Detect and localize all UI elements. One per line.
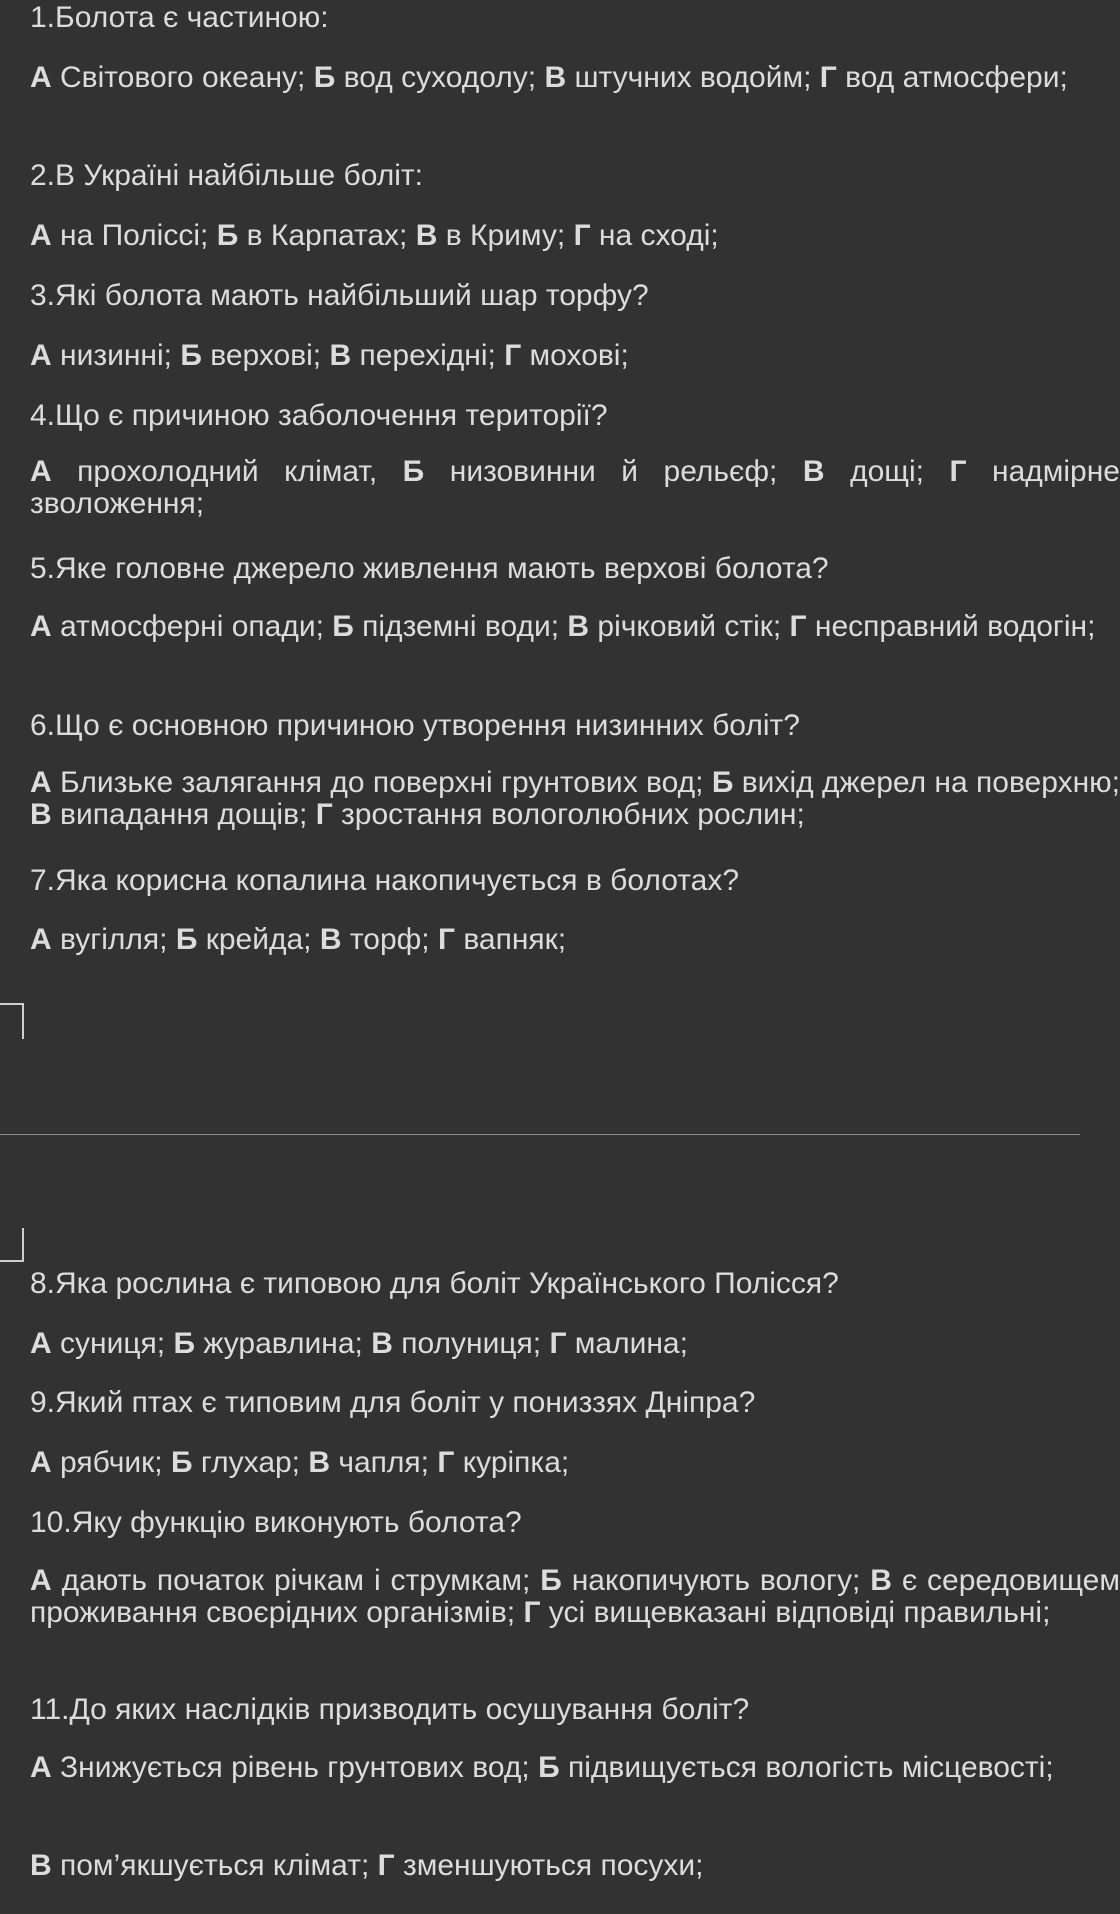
option-text: атмосферні опади;	[51, 610, 333, 643]
option-letter: Б	[538, 1751, 560, 1784]
option-letter: А	[30, 339, 52, 372]
option-text: вапняк;	[455, 923, 567, 956]
option-letter: В	[870, 1564, 892, 1597]
option-letter: Б	[173, 1327, 195, 1360]
option-letter: Г	[573, 219, 591, 252]
option-text: полуниця;	[392, 1327, 550, 1360]
option-letter: Б	[313, 61, 336, 94]
option-text: глухар;	[192, 1446, 309, 1479]
option-text: в Карпатах;	[238, 219, 416, 252]
option-text: торф;	[341, 923, 438, 956]
option-text: вод суходолу;	[335, 61, 545, 94]
question-9: 9.Який птах є типовим для боліт у пониззях Дніпра?	[30, 1386, 756, 1419]
option-text: на Поліссі;	[51, 219, 217, 252]
option-letter: Г	[789, 610, 807, 643]
option-letter: А	[30, 1564, 52, 1597]
option-text: річковий стік;	[589, 610, 790, 643]
option-text: рябчик;	[51, 1446, 171, 1479]
option-letter: А	[30, 766, 52, 799]
option-text: несправний водогін;	[806, 610, 1096, 643]
option-letter: В	[30, 1849, 52, 1882]
option-letter: Г	[437, 923, 455, 956]
option-text: зростання вологолюбних рослин;	[332, 798, 805, 831]
option-letter: А	[30, 1446, 52, 1479]
option-text: вод атмосфери;	[836, 61, 1068, 94]
page-break	[0, 985, 1080, 1245]
option-letter: Б	[540, 1564, 562, 1597]
option-text: усі вищевказані відповіді правильні;	[540, 1596, 1051, 1629]
option-text: мохові;	[521, 339, 629, 372]
question-4: 4.Що є причиною заболочення території?	[30, 399, 608, 432]
option-letter: А	[30, 1327, 52, 1360]
question-2: 2.В Україні найбільше боліт:	[30, 159, 424, 192]
option-text: куріпка;	[454, 1446, 570, 1479]
option-text: чапля;	[330, 1446, 438, 1479]
option-letter: В	[567, 610, 590, 643]
option-letter: Б	[711, 766, 734, 799]
option-letter: Г	[949, 455, 967, 488]
option-letter: Г	[437, 1446, 455, 1479]
option-letter: Г	[819, 61, 837, 94]
option-letter: Б	[175, 923, 198, 956]
option-letter: В	[329, 339, 352, 372]
option-text: Знижується рівень грунтових вод;	[51, 1751, 539, 1784]
option-letter: А	[30, 610, 52, 643]
answers-11	[30, 1752, 1120, 1784]
option-letter: Г	[377, 1849, 395, 1882]
option-text: низовинни й рельєф;	[424, 455, 803, 488]
option-letter: А	[30, 1751, 52, 1784]
option-letter: А	[30, 455, 52, 488]
option-letter: Г	[549, 1327, 567, 1360]
option-letter: А	[30, 61, 52, 94]
option-letter: Б	[402, 455, 425, 488]
question-6: 6.Що є основною причиною утворення низинних боліт?	[30, 709, 800, 742]
option-text: крейда;	[197, 923, 320, 956]
answers-3	[30, 338, 1110, 374]
option-text: низинні;	[51, 339, 181, 372]
answers-7	[30, 922, 1110, 958]
answers-10	[30, 1565, 1120, 1629]
option-text: Світового океану;	[51, 61, 314, 94]
option-letter: В	[30, 798, 52, 831]
option-text: в Криму;	[437, 219, 574, 252]
option-text: є середовищем проживання своєрідних організмів;	[30, 1564, 1120, 1629]
question-5: 5.Яке головне джерело живлення мають верхові болота?	[30, 552, 829, 585]
answers-5	[30, 611, 1120, 643]
question-8: 8.Яка рослина є типовою для боліт Українського Полісся?	[30, 1267, 839, 1300]
option-letter: В	[802, 455, 825, 488]
question-10: 10.Яку функцію виконують болота?	[30, 1506, 522, 1539]
option-letter: Б	[332, 610, 354, 643]
option-text: на сході;	[590, 219, 719, 252]
answers-2	[30, 218, 1110, 254]
option-letter: Б	[180, 339, 202, 372]
answers-1	[30, 62, 1120, 94]
option-text: підвищується вологість місцевості;	[559, 1751, 1054, 1784]
page-separator	[0, 1134, 1080, 1135]
option-letter: А	[30, 923, 52, 956]
option-letter: В	[544, 61, 567, 94]
option-letter: А	[30, 219, 52, 252]
answers-6	[30, 767, 1120, 831]
option-letter: Б	[216, 219, 239, 252]
option-letter: Б	[170, 1446, 193, 1479]
option-letter: Г	[315, 798, 333, 831]
option-text: малина;	[566, 1327, 688, 1360]
option-text: перехідні;	[351, 339, 505, 372]
option-letter: В	[415, 219, 438, 252]
option-text: штучних водойм;	[566, 61, 820, 94]
option-text: вугілля;	[51, 923, 176, 956]
option-text: випадання дощів;	[51, 798, 316, 831]
option-text: надмірне зволоження;	[30, 455, 1120, 520]
answers-4	[30, 456, 1120, 520]
option-text: накопичують вологу;	[561, 1564, 871, 1597]
option-letter: В	[308, 1446, 331, 1479]
answers-8	[30, 1326, 1110, 1362]
option-letter: В	[371, 1327, 393, 1360]
option-text: Близьке залягання до поверхні грунтових вод;	[51, 766, 712, 799]
option-text: журавлина;	[195, 1327, 372, 1360]
option-text: підземні води;	[353, 610, 568, 643]
option-text: дають початок річкам і струмкам;	[51, 1564, 541, 1597]
option-letter: В	[319, 923, 342, 956]
option-text: вихід джерел на поверхню;	[733, 766, 1120, 799]
document-page-2	[0, 1245, 1120, 1914]
answers-9	[30, 1445, 1110, 1481]
option-text: дощі;	[824, 455, 950, 488]
question-3: 3.Які болота мають найбільший шар торфу?	[30, 279, 649, 312]
question-7: 7.Яка корисна копалина накопичується в болотах?	[30, 864, 739, 897]
option-text: верхові;	[201, 339, 330, 372]
option-letter: Г	[523, 1596, 541, 1629]
page-corner-mark-top	[0, 1003, 24, 1039]
option-text: зменшуються посухи;	[394, 1849, 704, 1882]
question-1: 1.Болота є частиною:	[30, 1, 329, 34]
question-11: 11.До яких наслідків призводить осушування боліт?	[30, 1693, 750, 1726]
option-text: пом’якшується клімат;	[51, 1849, 378, 1882]
answers-11-continued	[30, 1848, 1110, 1884]
option-text: прохолодний клімат,	[51, 455, 403, 488]
option-text: суниця;	[51, 1327, 174, 1360]
option-letter: Г	[504, 339, 522, 372]
